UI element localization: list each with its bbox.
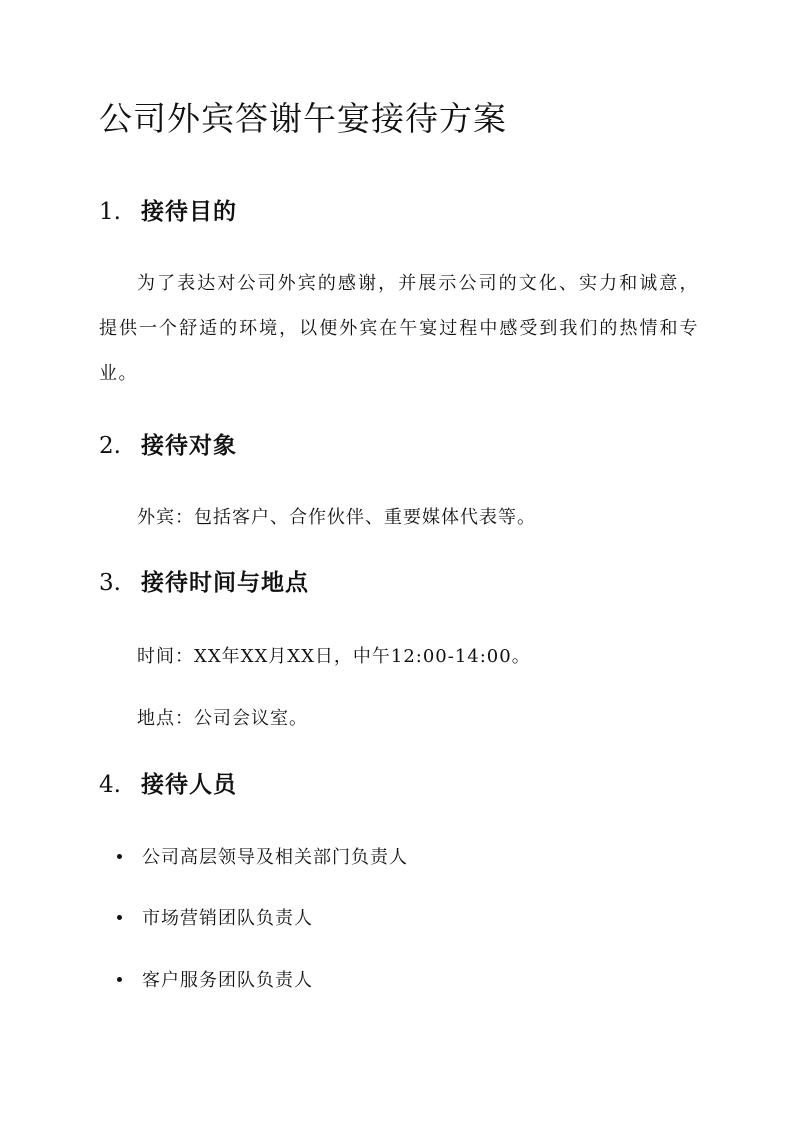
section-title: 接待人员 [141, 771, 237, 798]
purpose-paragraph: 为了表达对公司外宾的感谢，并展示公司的文化、实力和诚意，提供一个舒适的环境，以便外宾在午宴过程中感受到我们的热情和专业。 [99, 273, 699, 384]
section-number: 4. [99, 772, 121, 798]
list-item-text: 客户服务团队负责人 [142, 970, 313, 991]
list-item [117, 843, 408, 873]
guests-line: 外宾：包括客户、合作伙伴、重要媒体代表等。 [137, 507, 536, 528]
section-number: 3. [99, 570, 121, 596]
section-number: 2. [99, 433, 121, 459]
bullet-icon [117, 854, 122, 859]
section-heading-time-place [99, 565, 309, 601]
section-heading-guests [99, 428, 237, 464]
time-line: 时间：XX年XX月XX日，中午12:00-14:00。 [137, 646, 531, 667]
document-title: 公司外宾答谢午宴接待方案 [99, 99, 507, 138]
section-title: 接待目的 [141, 198, 237, 225]
section-title: 接待对象 [141, 432, 237, 459]
section-title: 接待时间与地点 [141, 569, 309, 596]
list-item-text: 公司高层领导及相关部门负责人 [142, 847, 408, 868]
list-item [117, 966, 313, 996]
list-item-text: 市场营销团队负责人 [142, 908, 313, 929]
bullet-icon [117, 977, 122, 982]
section-number: 1. [99, 199, 121, 225]
place-line: 地点：公司会议室。 [137, 708, 308, 729]
bullet-icon [117, 915, 122, 920]
section-heading-staff [99, 767, 237, 803]
section-heading-purpose [99, 194, 237, 230]
list-item [117, 904, 313, 934]
